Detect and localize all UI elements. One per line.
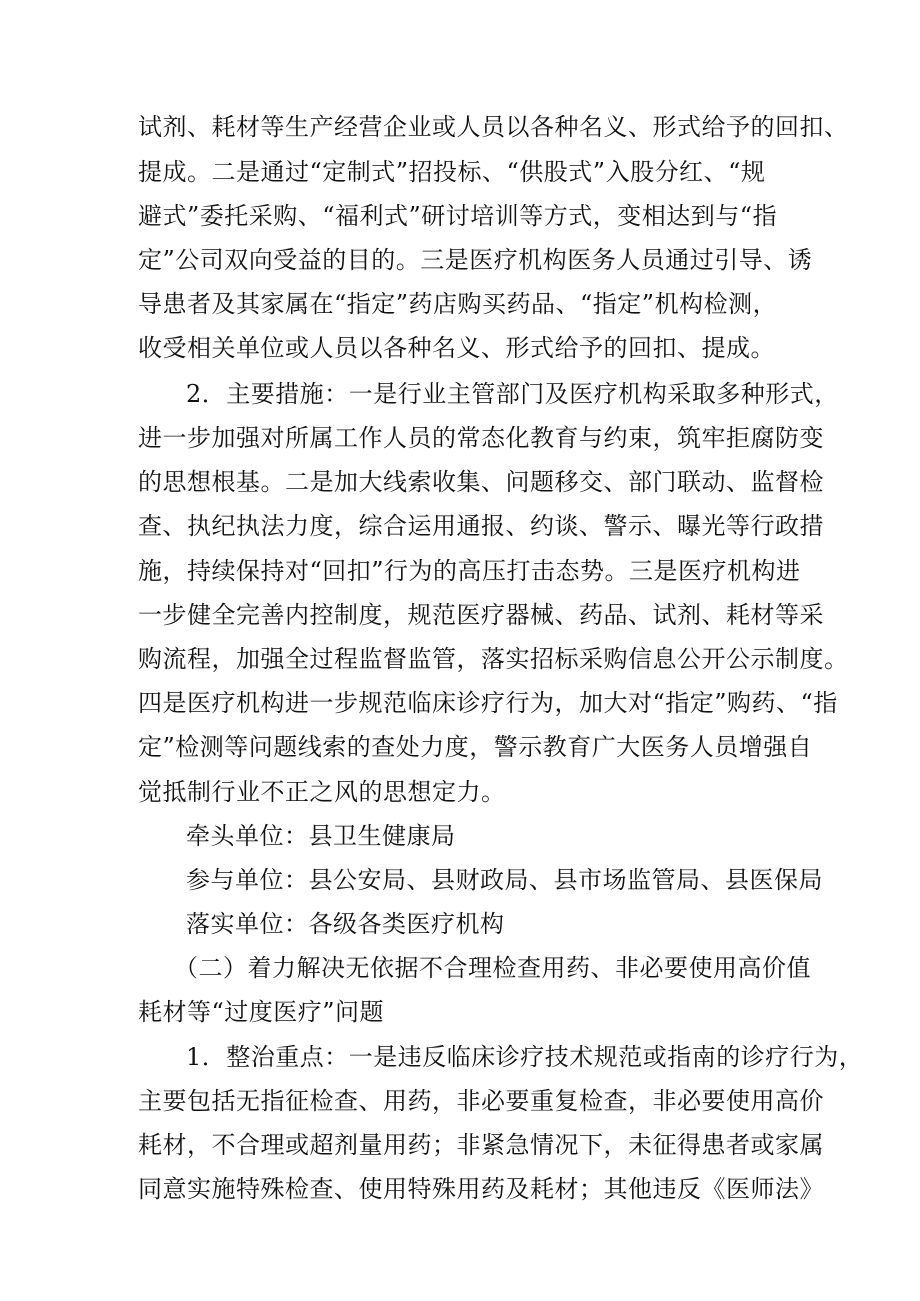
text-line: 收受相关单位或人员以各种名义、形式给予的回扣、提成。 [138,334,775,362]
text-line: 耗材，不合理或超剂量用药；非紧急情况下，未征得患者或家属 [138,1131,824,1159]
text-line: 牵头单位：县卫生健康局 [186,822,456,850]
text-line: 定”公司双向受益的目的。三是医疗机构医务人员通过引导、诱 [138,246,813,274]
section-heading: （二）着力解决无依据不合理检查用药、非必要使用高价值 [174,954,811,982]
text-line: 导患者及其家属在“指定”药店购买药品、“指定”机构检测， [138,290,778,318]
text-line: 2．主要措施：一是行业主管部门及医疗机构采取多种形式， [186,380,839,408]
text-line: 查、执纪执法力度，综合运用通报、约谈、警示、曝光等行政措 [138,512,824,540]
text-line: 购流程，加强全过程监督监管，落实招标采购信息公开公示制度。 [138,645,849,673]
text-line: 进一步加强对所属工作人员的常态化教育与约束，筑牢拒腐防变 [138,424,824,452]
text-line: 施，持续保持对“回扣”行为的高压打击态势。三是医疗机构进 [138,557,801,585]
text-line: 主要包括无指征检查、用药，非必要重复检查，非必要使用高价 [138,1087,824,1115]
text-line: 落实单位：各级各类医疗机构 [186,910,505,938]
text-line: 觉抵制行业不正之风的思想定力。 [138,778,506,806]
text-line: 试剂、耗材等生产经营企业或人员以各种名义、形式给予的回扣、 [138,113,849,141]
text-line: 1．整治重点：一是违反临床诊疗技术规范或指南的诊疗行为， [186,1043,864,1071]
section-heading: 耗材等“过度医疗”问题 [138,998,385,1026]
text-line: 避式”委托采购、“福利式”研讨培训等方式，变相达到与“指 [138,202,778,230]
text-line: 定”检测等问题线索的查处力度，警示教育广大医务人员增强自 [138,733,813,761]
text-line: 一步健全完善内控制度，规范医疗器械、药品、试剂、耗材等采 [138,601,824,629]
text-line: 四是医疗机构进一步规范临床诊疗行为，加大对“指定”购药、“指 [138,689,838,717]
text-line: 参与单位：县公安局、县财政局、县市场监管局、县医保局 [186,866,823,894]
text-line: 的思想根基。二是加大线索收集、问题移交、部门联动、监督检 [138,468,824,496]
text-line: 同意实施特殊检查、使用特殊用药及耗材；其他违反《医师法》 [138,1175,824,1203]
text-line: 提成。二是通过“定制式”招投标、“供股式”入股分红、“规 [138,158,766,186]
